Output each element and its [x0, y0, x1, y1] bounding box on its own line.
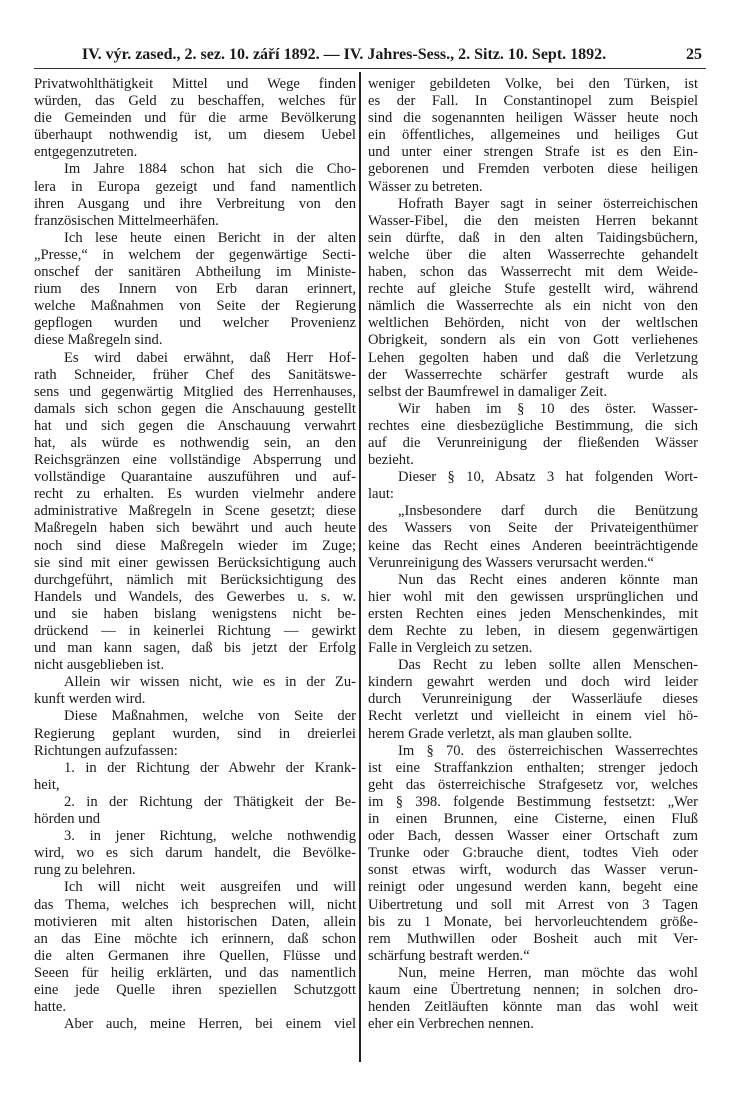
paragraph — [34, 230, 356, 350]
paragraph — [368, 401, 698, 469]
text-line: Ich lese heute einen Bericht in der alten — [64, 229, 356, 246]
text-line: Regierung geplant wurden, sind in dreierlei — [34, 725, 356, 742]
text-line: damals sich schon gegen die Anschauung gestellt — [34, 400, 356, 417]
text-line: Trunke oder G:brauche dient, todtes Vieh oder — [368, 845, 698, 862]
text-line: hier wohl mit den gewissen ursprünglichen und — [368, 588, 698, 605]
text-line: überhaupt nothwendig ist, um diesem Uebel — [34, 127, 356, 144]
paragraph — [368, 469, 698, 503]
paragraph — [34, 708, 356, 759]
text-line: rechtes eine diesbezügliche Bestimmung, die sich — [368, 417, 698, 434]
text-line: heit, — [34, 776, 60, 793]
text-line: eher ein Verbrechen nennen. — [368, 1016, 534, 1033]
text-line: „Presse,“ in welchem der gegenwärtige Secti- — [34, 246, 356, 263]
text-line: Wir haben im § 10 des öster. Wasser- — [398, 400, 698, 417]
text-line: und unter einer strengen Strafe ist es den Ein- — [368, 144, 698, 161]
text-line: würden, das Geld zu beschaffen, welches für — [34, 93, 356, 110]
text-line: französischen Mittelmeerhäfen. — [34, 212, 219, 229]
paragraph — [368, 196, 698, 401]
text-line: bis zu 1 Monate, bei hervorleuchtendem größe- — [368, 913, 698, 930]
left-text-column — [34, 76, 356, 1033]
text-line: Obrigkeit, sondern als ein von Gott verliehenes — [368, 332, 698, 349]
text-line: Im Jahre 1884 schon hat sich die Cho- — [64, 161, 356, 178]
text-line: Uibertretung und soll mit Arrest von 3 Tagen — [368, 896, 698, 913]
text-line: die alten Germanen ihre Quellen, Flüsse und — [34, 947, 356, 964]
text-line: Es wird dabei erwähnt, daß Herr Hof- — [64, 349, 356, 366]
paragraph — [34, 794, 356, 828]
text-line: 3. in jener Richtung, welche nothwendig — [64, 828, 356, 845]
text-line: schärfung bestraft werden.“ — [368, 947, 530, 964]
paragraph — [34, 1016, 356, 1033]
text-line: ersten Rechten eines jeden Menschenkindes, mit — [368, 605, 698, 622]
paragraph — [34, 760, 356, 794]
text-line: Ich will nicht weit ausgreifen und will — [64, 879, 356, 896]
text-line: Wasser-Fibel, die den meisten Herren bekannt — [368, 212, 698, 229]
text-line: laut: — [368, 486, 394, 503]
text-line: geht das österreichische Strafgesetz vor, welches — [368, 776, 698, 793]
text-line: weltlichen Behörden, nicht von der weltlschen — [368, 315, 698, 332]
text-line: diese Maßregeln sind. — [34, 332, 163, 349]
text-line: Recht verletzt und vielleicht in einem viel hö- — [368, 708, 698, 725]
text-line: motivieren mit alten historischen Daten, allein — [34, 913, 356, 930]
text-line: selbst der Baumfrewel in damaliger Zeit. — [368, 383, 608, 400]
paragraph — [34, 76, 356, 161]
text-line: sein dürfte, daß in den alten Taidingsbüchern, — [368, 229, 698, 246]
text-line: die Gemeinden und für die arme Bevölkerung — [34, 110, 356, 127]
text-line: nämlich die Wasserrechte als ein nicht von den — [368, 298, 698, 315]
text-line: reinigt oder ungesund werden kann, begeht eine — [368, 879, 698, 896]
text-line: drückend — in keinerlei Richtung — gewirkt — [34, 623, 356, 639]
text-line: kaum eine Übertretung nennen; in solchen dro- — [368, 981, 698, 998]
text-line: Allein wir wissen nicht, wie es in der Zu- — [64, 674, 356, 691]
text-line: Maßregeln haben sich bewährt und auch heute — [34, 520, 356, 537]
text-line: ein öffentliches, allgemeines und heiliges Gut — [368, 127, 698, 144]
header-title: IV. výr. zased., 2. sez. 10. září 1892. — IV. Jahres-Sess., 2. Sitz. 10. Sept. 1892. — [81, 46, 607, 63]
text-line: ist eine Straffankzion enthalten; strenger jedoch — [368, 759, 698, 776]
text-line: weniger gebildeten Volke, bei den Türken, ist — [368, 76, 698, 92]
text-line: rung zu belehren. — [34, 862, 136, 879]
text-line: sind die sogenannten heiligen Wässer heute noch — [368, 110, 698, 127]
text-line: Reichsgränzen eine vollständige Absperrung und — [34, 452, 356, 469]
page-number: 25 — [686, 46, 702, 63]
text-line: nicht ausgeblieben ist. — [34, 657, 165, 674]
paragraph — [368, 572, 698, 657]
text-line: hat, als würde es nothwendig sein, an den — [34, 434, 356, 451]
text-line: und man kann sagen, daß bis jetzt der Erfolg — [34, 640, 356, 657]
right-text-column — [368, 76, 698, 1033]
text-line: rium des Innern von Erb daran erinnert, — [34, 281, 356, 298]
paragraph — [34, 674, 356, 708]
text-line: des Wassers von Seite der Privateigenthümer — [368, 520, 698, 537]
text-line: Aber auch, meine Herren, bei einem viel — [64, 1016, 356, 1033]
text-line: sens und gegenwärtig Mitglied des Herrenhauses, — [34, 383, 356, 400]
text-line: 2. in der Richtung der Thätigkeit der Be- — [64, 793, 356, 810]
text-line: rechte auf gleiche Stufe gestellt wird, während — [368, 281, 698, 298]
text-line: bezieht. — [368, 452, 414, 469]
text-line: Das Recht zu leben sollte allen Menschen- — [398, 657, 698, 674]
text-line: oder Bach, dessen Wasser einer Ortschaft zum — [368, 828, 698, 845]
paragraph — [34, 879, 356, 1016]
running-header — [34, 44, 706, 69]
text-line: Richtungen aufzufassen: — [34, 742, 178, 759]
text-line: lera in Europa gezeigt und fand namentlich — [34, 178, 356, 195]
text-line: welche über die alten Wasserrechte gehandelt — [368, 246, 698, 263]
text-line: Privatwohlthätigkeit Mittel und Wege finden — [34, 76, 356, 92]
text-line: herem Grade verletzt, als man glauben sollte. — [368, 725, 633, 742]
text-line: recht zu erhalten. Es wurden vielmehr andere — [34, 486, 356, 503]
text-line: im § 398. folgende Bestimmung festsetzt: „Wer — [368, 793, 698, 810]
paragraph — [368, 76, 698, 196]
text-line: sie sind mit einer gewissen Berücksichtigung auch — [34, 554, 356, 571]
text-line: und sie haben bislang wenigstens nicht be- — [34, 605, 356, 622]
text-line: an das Eine möchte ich erinnern, daß schon — [34, 930, 356, 947]
text-line: Verunreinigung des Wassers verursacht werden.“ — [368, 554, 654, 571]
text-line: Nun, meine Herren, man möchte das wohl — [398, 964, 698, 981]
text-line: durchgeführt, nämlich mit Berücksichtigung des — [34, 571, 356, 588]
text-line: der Wasserrechte schärfer gestraft wurde als — [368, 366, 698, 383]
text-line: Seeen für heilig erklärten, und das namentlich — [34, 964, 356, 981]
paragraph — [368, 657, 698, 742]
text-line: durch Verunreinigung der Wasserläufe dieses — [368, 691, 698, 708]
text-line: administrative Maßregeln in Scene gesetzt; diese — [34, 503, 356, 520]
text-line: entgegenzutreten. — [34, 144, 138, 161]
text-line: in einen Brunnen, eine Cisterne, einen Fluß — [368, 811, 698, 828]
text-line: Handels und Wandels, des Gewerbes u. s. w. — [34, 588, 356, 605]
text-line: kindern gewahrt werden und doch wird leider — [368, 674, 698, 691]
text-line: Dieser § 10, Absatz 3 hat folgenden Wort- — [398, 469, 698, 486]
text-line: onschef der sanitären Abtheilung im Ministe- — [34, 264, 356, 281]
text-line: Diese Maßnahmen, welche von Seite der — [64, 708, 356, 725]
text-line: rem Muthwillen oder Bosheit auch mit Ver- — [368, 930, 698, 947]
text-line: sonst etwas wirft, wodurch das Wasser verun- — [368, 862, 698, 879]
text-line: wird, wo es sich darum handelt, die Bevölke- — [34, 845, 356, 862]
text-line: „Insbesondere darf durch die Benützung — [398, 503, 698, 520]
text-line: Wässer zu betreten. — [368, 178, 483, 195]
text-line: das Thema, welches ich besprechen will, nicht — [34, 896, 356, 913]
text-line: kunft werden wird. — [34, 691, 146, 708]
text-line: Nun das Recht eines anderen könnte man — [398, 571, 698, 588]
text-line: Im § 70. des österreichischen Wasserrechtes — [398, 742, 698, 759]
text-line: Hofrath Bayer sagt in seiner österreichischen — [398, 195, 698, 212]
paragraph — [34, 161, 356, 229]
text-line: 1. in der Richtung der Abwehr der Krank- — [64, 759, 356, 776]
paragraph — [368, 965, 698, 1033]
text-line: keine das Recht eines Anderen beeinträchtigende — [368, 537, 698, 554]
text-line: henden Zeitläuften könnte man das wohl weit — [368, 999, 698, 1016]
paragraph — [368, 503, 698, 571]
text-line: haben, schon das Wasserrecht mit dem Weide- — [368, 264, 698, 281]
column-divider — [359, 72, 361, 1062]
text-line: welche Maßnahmen von Seite der Regierung — [34, 298, 356, 315]
text-line: hörden und — [34, 811, 101, 828]
text-line: gepflogen wurden und welcher Provenienz — [34, 315, 356, 332]
text-line: hatte. — [34, 999, 67, 1016]
paragraph — [34, 350, 356, 675]
text-line: geborenen und Fremden verboten diese heiligen — [368, 161, 698, 178]
text-line: dem Rechte zu leben, in diesem gegenwärtigen — [368, 623, 698, 639]
text-line: es der Fall. In Constantinopel zum Beispiel — [368, 93, 698, 110]
text-line: ihren Ausgang und ihre Verbreitung von den — [34, 195, 356, 212]
text-line: noch sind diese Maßregeln wieder im Zuge; — [34, 537, 356, 554]
text-line: Lehen gegolten haben und daß die Verletzung — [368, 349, 698, 366]
text-line: eine jede Quelle ihren speziellen Schutzgott — [34, 981, 356, 998]
text-line: auf die Verunreinigung der fließenden Wässer — [368, 434, 698, 451]
text-line: rath Schneider, früher Chef des Sanitätswe- — [34, 366, 356, 383]
text-line: Falle in Vergleich zu setzen. — [368, 640, 533, 657]
text-line: vollständige Quarantaine auszuführen und auf- — [34, 469, 356, 486]
paragraph — [368, 743, 698, 965]
paragraph — [34, 828, 356, 879]
text-line: hat und sich gegen die Anschauung verwahrt — [34, 417, 356, 434]
